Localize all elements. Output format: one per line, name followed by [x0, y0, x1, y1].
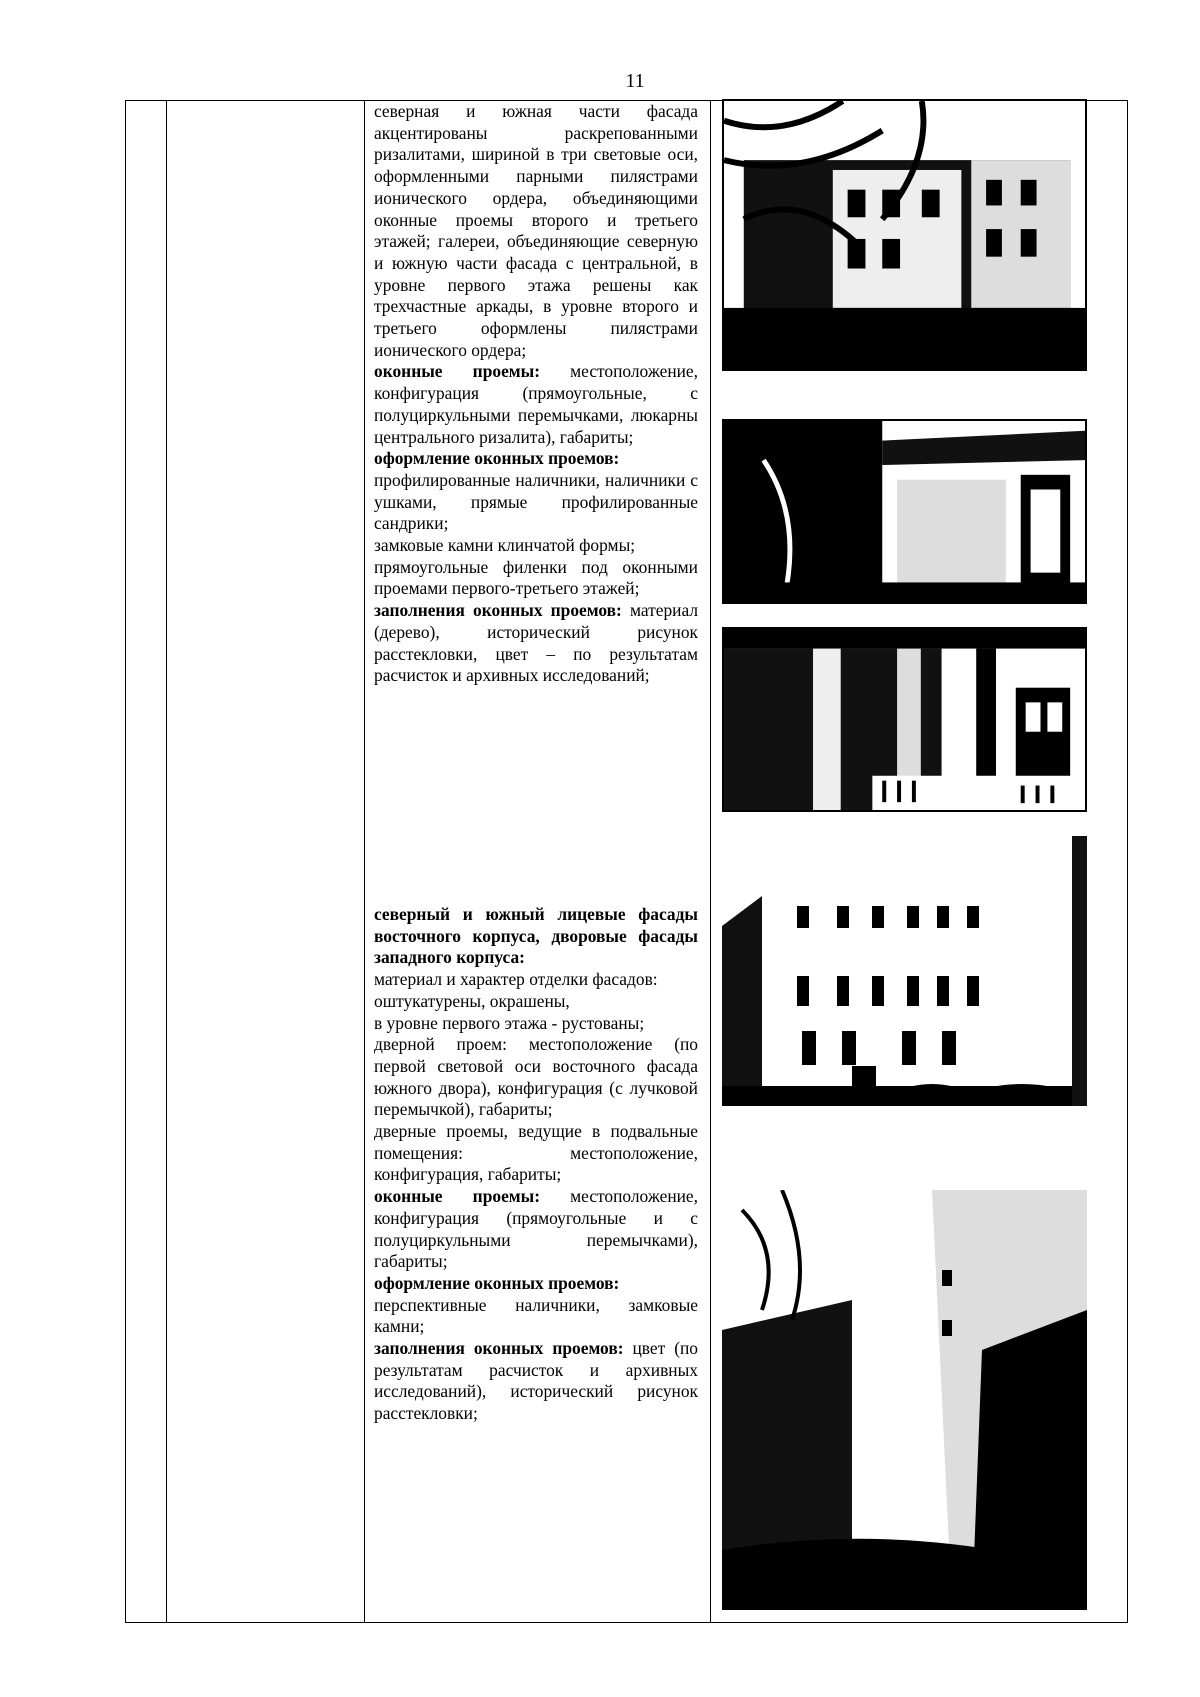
photo-columns-balustrade	[722, 627, 1087, 812]
paragraph	[374, 600, 698, 687]
paragraph	[374, 448, 698, 470]
paragraph	[374, 1186, 698, 1273]
paragraph	[374, 969, 698, 991]
paragraph	[374, 1338, 698, 1425]
paragraph-text: дверные проемы, ведущие в подвальные помещения: местоположение, конфигурация, габариты;	[374, 1121, 698, 1185]
paragraph-text: профилированные наличники, наличники с ушками, прямые профилированные сандрики;	[374, 469, 698, 534]
paragraph-text: местоположение, конфигурация (прямоугольные и с полуциркульными перемычками), габариты;	[374, 1186, 698, 1272]
column-divider	[166, 101, 167, 1622]
paragraph-text: материал (дерево), исторический рисунок расстекловки, цвет – по результатам расчисток и архивных исследований;	[374, 600, 698, 686]
bold-heading: северный и южный лицевые фасады восточного корпуса, дворовые фасады западного корпуса:	[374, 904, 698, 968]
paragraph-text: оштукатурены, окрашены,	[374, 990, 570, 1011]
text-block-1	[374, 101, 698, 687]
paragraph-text: материал и характер отделки фасадов:	[374, 969, 658, 990]
bold-heading: оконные проемы:	[374, 1186, 540, 1207]
text-block-2	[374, 904, 698, 1425]
paragraph	[374, 1013, 698, 1035]
photo-courtyard-facade	[722, 836, 1087, 1106]
column-divider	[364, 101, 365, 1622]
paragraph-text: прямоугольные филенки под оконными проемами первого-третьего этажей;	[374, 556, 698, 599]
paragraph-text: дверной проем: местоположение (по первой световой оси восточного фасада южного двора), конфигурация (с лучковой перемычкой), габариты;	[374, 1034, 698, 1120]
photo-narrow-courtyard	[722, 1190, 1087, 1610]
paragraph	[374, 101, 698, 361]
bold-heading: заполнения оконных проемов:	[374, 600, 622, 621]
photo-window-pediment	[722, 419, 1087, 604]
paragraph-text: в уровне первого этажа - рустованы;	[374, 1012, 645, 1033]
table	[125, 100, 1128, 1623]
paragraph-text: цвет (по результатам расчисток и архивных исследований), исторический рисунок расстекловки;	[374, 1338, 698, 1424]
page-number: 11	[625, 70, 645, 92]
bold-heading: заполнения оконных проемов:	[374, 1338, 624, 1359]
paragraph-text: местоположение, конфигурация (прямоугольные, с полуциркульными перемычками, люкарны центрального ризалита), габариты;	[374, 361, 698, 447]
bold-heading: оформление оконных проемов:	[374, 448, 620, 469]
paragraph	[374, 991, 698, 1013]
paragraph-text: северная и южная части фасада акцентированы раскрепованными ризалитами, шириной в три световые оси, оформленными парными пилястрами ионического ордера, объединяющими оконные проемы второго и третьего этажей; галереи, объединяющие северную и южную части фасада с центральной, в уровне первого этажа решены как трехчастные аркады, в уровне второго и третьего оформлены пилястрами ионического ордера;	[374, 101, 698, 360]
paragraph	[374, 1273, 698, 1295]
column-divider	[710, 101, 711, 1622]
paragraph	[374, 904, 698, 969]
bold-heading: оконные проемы:	[374, 361, 540, 382]
paragraph	[374, 535, 698, 557]
paragraph-text: перспективные наличники, замковые камни;	[374, 1294, 698, 1337]
photo-facade-risalits	[722, 99, 1087, 371]
bold-heading: оформление оконных проемов:	[374, 1272, 620, 1293]
paragraph	[374, 470, 698, 535]
paragraph	[374, 1295, 698, 1338]
paragraph-text: замковые камни клинчатой формы;	[374, 535, 636, 556]
paragraph	[374, 557, 698, 600]
paragraph	[374, 1121, 698, 1186]
paragraph	[374, 1034, 698, 1121]
paragraph	[374, 361, 698, 448]
